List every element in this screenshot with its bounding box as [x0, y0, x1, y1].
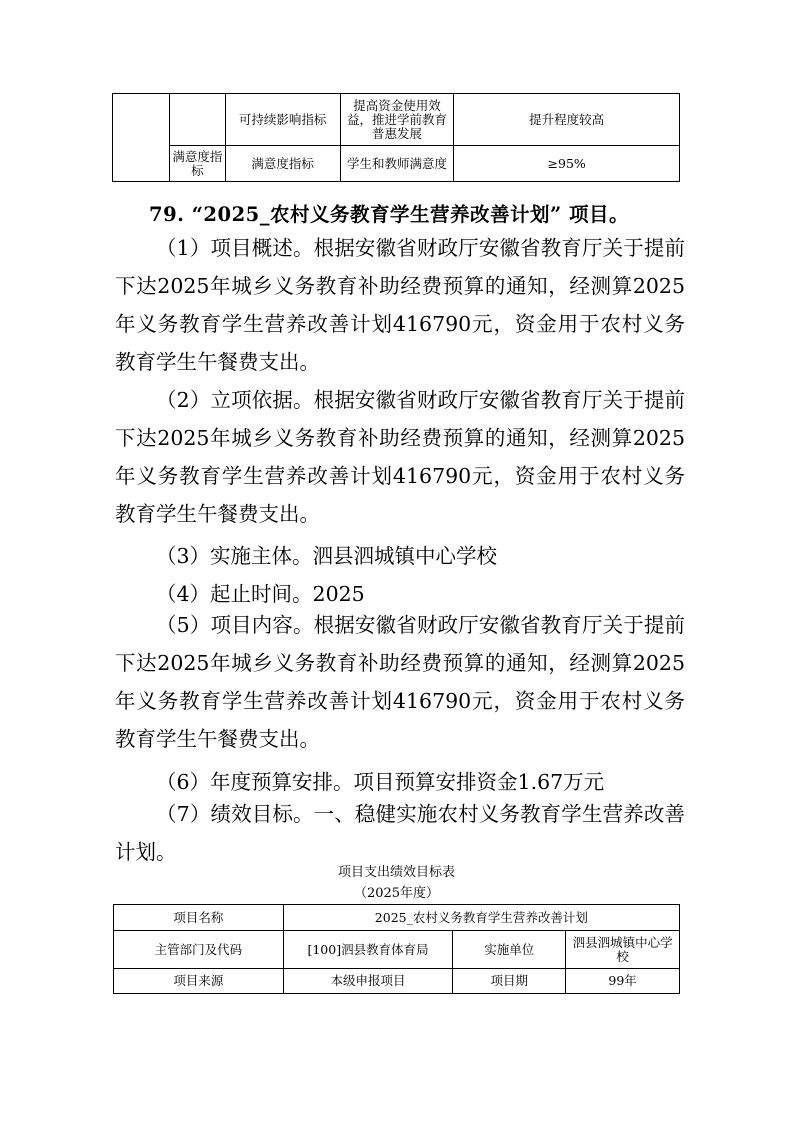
paragraph-text: （7）绩效目标。一、稳健实施农村义务教育学生营养改善计划。 — [115, 802, 685, 864]
table-cell-value: 2025_农村义务教育学生营养改善计划 — [283, 905, 679, 931]
table-cell: ≥95% — [454, 146, 680, 182]
table-subtitle: （2025年度） — [353, 886, 440, 901]
table-title: 项目支出绩效目标表 — [337, 865, 455, 880]
table-cell-value: 本级申报项目 — [283, 969, 453, 994]
table-cell-value: 泗县泗城镇中心学校 — [566, 931, 680, 969]
table-cell-empty — [113, 94, 170, 182]
table-cell: 提高资金使用效益，推进学前教育普惠发展 — [340, 94, 454, 146]
table-cell-value: [100]泗县教育体育局 — [283, 931, 453, 969]
performance-indicator-table-continued — [112, 93, 680, 182]
paragraph-basis — [115, 381, 685, 533]
paragraph-content — [115, 606, 685, 758]
performance-goal-table — [113, 904, 680, 994]
paragraph-text: （1）项目概述。根据安徽省财政厅安徽省教育厅关于提前下达2025年城乡义务教育补助经费预算的通知，经测算2025年义务教育学生营养改善计划416790元，资金用于农村义务教育学生午餐费支出。 — [115, 236, 685, 374]
paragraph-goal — [115, 795, 685, 871]
table-cell-label: 主管部门及代码 — [114, 931, 284, 969]
paragraph-budget: （6）年度预算安排。项目预算安排资金1.67万元 — [156, 770, 605, 794]
table-cell-label: 项目期 — [453, 969, 566, 994]
paragraph-period: （4）起止时间。2025 — [156, 582, 365, 606]
paragraph-overview — [115, 229, 685, 381]
table-cell-label: 实施单位 — [453, 931, 566, 969]
table-cell-label: 项目名称 — [114, 905, 284, 931]
table-cell: 满意度指标 — [169, 146, 225, 182]
table-cell: 满意度指标 — [225, 146, 340, 182]
paragraph-text: （2）立项依据。根据安徽省财政厅安徽省教育厅关于提前下达2025年城乡义务教育补助经费预算的通知，经测算2025年义务教育学生营养改善计划416790元，资金用于农村义务教育学生午餐费支出。 — [115, 388, 685, 526]
table-cell: 可持续影响指标 — [225, 94, 340, 146]
table-cell-empty — [169, 94, 225, 146]
section-heading: 79. “2025_农村义务教育学生营养改善计划” 项目。 — [149, 203, 629, 226]
paragraph-text: （5）项目内容。根据安徽省财政厅安徽省教育厅关于提前下达2025年城乡义务教育补助经费预算的通知，经测算2025年义务教育学生营养改善计划416790元，资金用于农村义务教育学生午餐费支出。 — [115, 613, 685, 751]
paragraph-implementer: （3）实施主体。泗县泗城镇中心学校 — [156, 544, 498, 568]
table-cell: 提升程度较高 — [454, 94, 680, 146]
table-cell-label: 项目来源 — [114, 969, 284, 994]
table-cell-value: 99年 — [566, 969, 680, 994]
table-cell: 学生和教师满意度 — [340, 146, 454, 182]
